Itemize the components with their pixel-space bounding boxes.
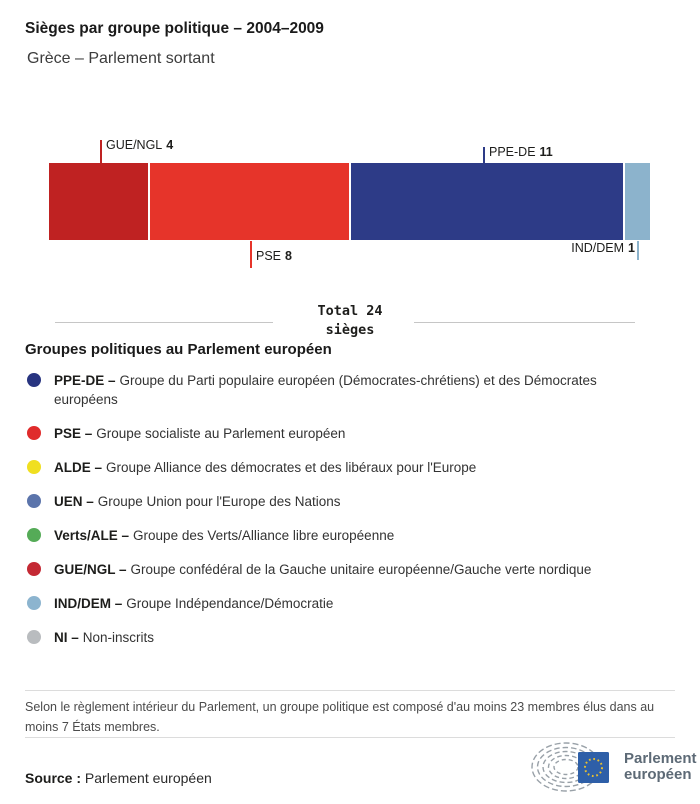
logo-line1: Parlement (624, 750, 697, 767)
callout-seats: 1 (628, 241, 635, 255)
legend-group-name: IND/DEM – (54, 596, 123, 611)
source-label: Source : (25, 770, 82, 786)
callout-group-name: PSE (256, 249, 282, 263)
bar-segment-gue-ngl (49, 163, 148, 240)
legend-item-ni (25, 628, 653, 647)
bar-segment-pse (150, 163, 348, 240)
callout-ppe-de (489, 145, 553, 159)
legend-group-name: UEN – (54, 494, 94, 509)
legend-heading: Groupes politiques au Parlement européen (25, 341, 332, 358)
legend-dot-ni (27, 630, 41, 644)
legend-dot-uen (27, 494, 41, 508)
legend-item-alde (25, 458, 653, 477)
legend-group-desc: Groupe confédéral de la Gauche unitaire européenne/Gauche verte nordique (130, 562, 592, 577)
legend-group-name: PPE-DE – (54, 373, 116, 388)
callout-seats: 8 (285, 249, 292, 263)
legend-group-desc: Groupe Indépendance/Démocratie (126, 596, 334, 611)
page-subtitle: Grèce – Parlement sortant (27, 50, 215, 67)
legend-group-name: ALDE – (54, 460, 103, 475)
legend-group-desc: Groupe socialiste au Parlement européen (96, 426, 346, 441)
legend-group-desc: Non-inscrits (82, 630, 155, 645)
legend-group-desc: Groupe des Verts/Alliance libre européenne (133, 528, 395, 543)
legend-item-ppe-de (25, 371, 653, 409)
bar-segment-ind-dem (625, 163, 650, 240)
legend-item-verts-ale (25, 526, 653, 545)
callout-group-name: PPE-DE (489, 145, 536, 159)
total-seats (0, 302, 700, 340)
footer-divider-top (25, 690, 675, 691)
leader-line-gue-ngl (100, 140, 102, 164)
bar-segment-ppe-de (351, 163, 624, 240)
callout-ind-dem (571, 241, 635, 255)
legend-dot-pse (27, 426, 41, 440)
legend-group-desc: Groupe Alliance des démocrates et des libéraux pour l'Europe (106, 460, 477, 475)
logo-line2: européen (624, 766, 692, 783)
callout-gue-ngl (106, 138, 173, 152)
legend-group-desc: Groupe du Parti populaire européen (Démocrates-chrétiens) et des Démocrates européens (54, 373, 597, 407)
callout-seats: 11 (539, 145, 553, 159)
legend-group-name: GUE/NGL – (54, 562, 127, 577)
source-value: Parlement européen (84, 770, 212, 786)
callout-group-name: IND/DEM (571, 241, 625, 255)
legend-dot-ind-dem (27, 596, 41, 610)
legend-dot-gue-ngl (27, 562, 41, 576)
eu-flag-square (578, 752, 609, 783)
callout-pse (256, 249, 292, 263)
parliament-hemicycle-icon (530, 740, 618, 794)
seats-stacked-bar (49, 163, 650, 240)
legend-dot-verts-ale (27, 528, 41, 542)
total-line2: sièges (325, 322, 375, 338)
footnote: Selon le règlement intérieur du Parlement, un groupe politique est composé d'au moins 23 membres élus dans au moins 7 États membres. (25, 700, 655, 735)
legend-dot-alde (27, 460, 41, 474)
legend-group-desc: Groupe Union pour l'Europe des Nations (97, 494, 341, 509)
legend-item-pse (25, 424, 653, 443)
legend-item-ind-dem (25, 594, 653, 613)
legend-group-name: NI – (54, 630, 79, 645)
legend-item-gue-ngl (25, 560, 653, 579)
leader-line-pse (250, 241, 252, 268)
leader-line-ind-dem (637, 241, 639, 260)
total-line1: Total 24 (317, 303, 383, 319)
callout-group-name: GUE/NGL (106, 138, 163, 152)
page-title: Sièges par groupe politique – 2004–2009 (25, 20, 324, 37)
leader-line-ppe-de (483, 147, 485, 164)
european-parliament-logo (530, 740, 697, 794)
callout-seats: 4 (166, 138, 174, 152)
footer-divider-bottom (25, 737, 675, 738)
legend-group-name: Verts/ALE – (54, 528, 130, 543)
legend-item-uen (25, 492, 653, 511)
legend-list (25, 371, 653, 662)
legend-dot-ppe-de (27, 373, 41, 387)
legend-group-name: PSE – (54, 426, 93, 441)
source-line (25, 770, 212, 786)
logo-wordmark (624, 751, 697, 783)
